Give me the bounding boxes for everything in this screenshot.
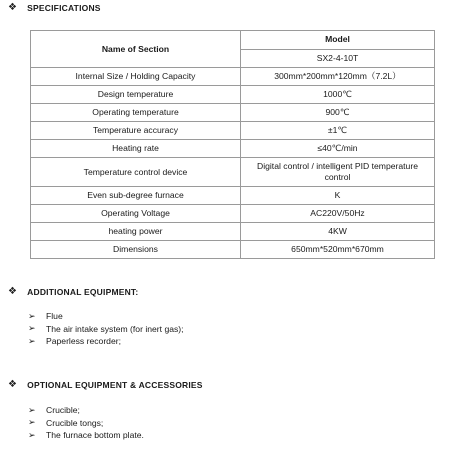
spec-value: 900℃ bbox=[241, 104, 435, 122]
optional-equipment-heading-text: OPTIONAL EQUIPMENT & ACCESSORIES bbox=[27, 379, 203, 390]
spec-value: 650mm*520mm*670mm bbox=[241, 241, 435, 259]
list-item-text: Flue bbox=[46, 311, 63, 322]
additional-equipment-heading-text: ADDITIONAL EQUIPMENT: bbox=[27, 286, 139, 297]
spec-value: AC220V/50Hz bbox=[241, 205, 435, 223]
spec-value: 4KW bbox=[241, 223, 435, 241]
arrow-bullet-icon: ➢ bbox=[28, 323, 36, 334]
list-item bbox=[28, 323, 184, 336]
table-row bbox=[31, 122, 435, 140]
diamond-bullet-icon: ❖ bbox=[8, 2, 18, 13]
table-row bbox=[31, 140, 435, 158]
spec-name: Dimensions bbox=[31, 241, 241, 259]
spec-value: ≤40℃/min bbox=[241, 140, 435, 158]
additional-equipment-heading bbox=[8, 286, 138, 297]
list-item-text: Crucible; bbox=[46, 405, 80, 416]
model-value: SX2-4-10T bbox=[241, 49, 435, 68]
specifications-heading bbox=[8, 2, 101, 13]
spec-name: Design temperature bbox=[31, 86, 241, 104]
arrow-bullet-icon: ➢ bbox=[28, 404, 36, 415]
table-row bbox=[31, 223, 435, 241]
spec-value: K bbox=[241, 187, 435, 205]
name-of-section-header: Name of Section bbox=[31, 31, 241, 68]
list-item-text: Paperless recorder; bbox=[46, 336, 121, 347]
spec-name: Even sub-degree furnace bbox=[31, 187, 241, 205]
list-item-text: Crucible tongs; bbox=[46, 417, 104, 428]
arrow-bullet-icon: ➢ bbox=[28, 335, 36, 346]
arrow-bullet-icon: ➢ bbox=[28, 417, 36, 428]
table-row bbox=[31, 86, 435, 104]
spec-name: Operating Voltage bbox=[31, 205, 241, 223]
table-header-row bbox=[31, 31, 435, 50]
spec-name: heating power bbox=[31, 223, 241, 241]
spec-name: Internal Size / Holding Capacity bbox=[31, 68, 241, 86]
spec-name: Temperature control device bbox=[31, 158, 241, 187]
table-row bbox=[31, 205, 435, 223]
optional-equipment-heading bbox=[8, 379, 203, 390]
arrow-bullet-icon: ➢ bbox=[28, 310, 36, 321]
list-item bbox=[28, 310, 184, 323]
specifications-table bbox=[30, 30, 435, 259]
optional-equipment-list bbox=[28, 404, 144, 442]
list-item-text: The air intake system (for inert gas); bbox=[46, 323, 184, 334]
table-row bbox=[31, 158, 435, 187]
diamond-bullet-icon: ❖ bbox=[8, 379, 18, 390]
spec-name: Heating rate bbox=[31, 140, 241, 158]
spec-name: Temperature accuracy bbox=[31, 122, 241, 140]
table-row bbox=[31, 187, 435, 205]
list-item bbox=[28, 404, 144, 417]
table-row bbox=[31, 241, 435, 259]
spec-name: Operating temperature bbox=[31, 104, 241, 122]
list-item-text: The furnace bottom plate. bbox=[46, 430, 144, 441]
list-item bbox=[28, 429, 144, 442]
spec-value: ±1℃ bbox=[241, 122, 435, 140]
arrow-bullet-icon: ➢ bbox=[28, 429, 36, 440]
additional-equipment-list bbox=[28, 310, 184, 348]
model-header: Model bbox=[241, 31, 435, 50]
specifications-heading-text: SPECIFICATIONS bbox=[27, 2, 101, 13]
spec-value: 1000℃ bbox=[241, 86, 435, 104]
diamond-bullet-icon: ❖ bbox=[8, 286, 18, 297]
table-row bbox=[31, 104, 435, 122]
table-row bbox=[31, 68, 435, 86]
spec-value: Digital control / intelligent PID temperature control bbox=[241, 158, 435, 187]
list-item bbox=[28, 417, 144, 430]
spec-value: 300mm*200mm*120mm（7.2L） bbox=[241, 68, 435, 86]
list-item bbox=[28, 335, 184, 348]
